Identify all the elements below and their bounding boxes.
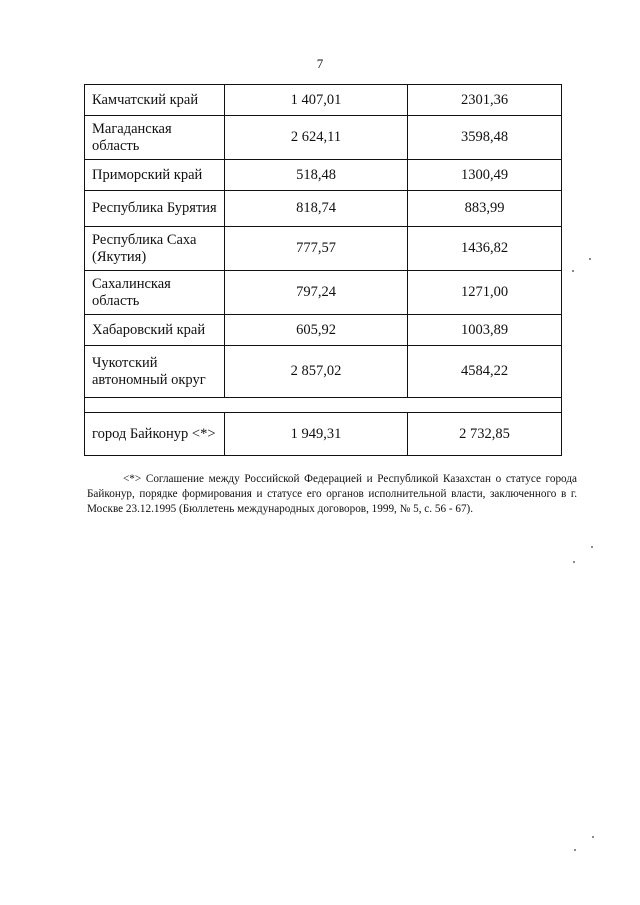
value-cell: 1436,82: [408, 227, 562, 271]
empty-row: [85, 398, 562, 413]
table-row: [85, 271, 562, 315]
region-cell: Хабаровский край: [85, 315, 225, 346]
value-cell: 883,99: [408, 191, 562, 227]
value-cell: 777,57: [225, 227, 408, 271]
region-cell: Камчатский край: [85, 85, 225, 116]
footnote: <*> Соглашение между Российской Федерацией и Республикой Казахстан о статусе города Байконур, порядке формирования и статусе его органов исполнительной власти, заключенного в г. Москве 23.12.1995 (Бюллетень международных договоров, 1999, № 5, с. 56 - 67).: [87, 473, 577, 515]
scan-speck: [592, 836, 594, 838]
table-row: [85, 160, 562, 191]
table-row: [85, 116, 562, 160]
value-cell: 2 624,11: [225, 116, 408, 160]
value-cell: 1003,89: [408, 315, 562, 346]
value-cell: 2301,36: [408, 85, 562, 116]
scan-speck: [589, 258, 591, 260]
value-cell: 518,48: [225, 160, 408, 191]
region-cell: Приморский край: [85, 160, 225, 191]
scan-speck: [572, 270, 574, 272]
region-cell: Чукотский автономный округ: [85, 346, 225, 398]
value-cell: 1300,49: [408, 160, 562, 191]
empty-cell: [85, 398, 562, 413]
value-cell: 797,24: [225, 271, 408, 315]
value-cell: 818,74: [225, 191, 408, 227]
table-row: [85, 191, 562, 227]
scan-speck: [573, 561, 575, 563]
value-cell: 1271,00: [408, 271, 562, 315]
table-row: [85, 227, 562, 271]
region-cell: город Байконур <*>: [85, 413, 225, 456]
scan-speck: [591, 546, 593, 548]
value-cell: 1 407,01: [225, 85, 408, 116]
region-cell: Магаданская область: [85, 116, 225, 160]
table-row: [85, 315, 562, 346]
value-cell: 1 949,31: [225, 413, 408, 456]
value-cell: 3598,48: [408, 116, 562, 160]
region-cell: Сахалинская область: [85, 271, 225, 315]
table-row: [85, 85, 562, 116]
scan-speck: [574, 849, 576, 851]
region-cell: Республика Саха (Якутия): [85, 227, 225, 271]
value-cell: 605,92: [225, 315, 408, 346]
page-number: 7: [316, 56, 324, 71]
region-cell: Республика Бурятия: [85, 191, 225, 227]
value-cell: 4584,22: [408, 346, 562, 398]
table-row: [85, 413, 562, 456]
table-row: [85, 346, 562, 398]
regions-table: [84, 84, 562, 456]
value-cell: 2 857,02: [225, 346, 408, 398]
value-cell: 2 732,85: [408, 413, 562, 456]
